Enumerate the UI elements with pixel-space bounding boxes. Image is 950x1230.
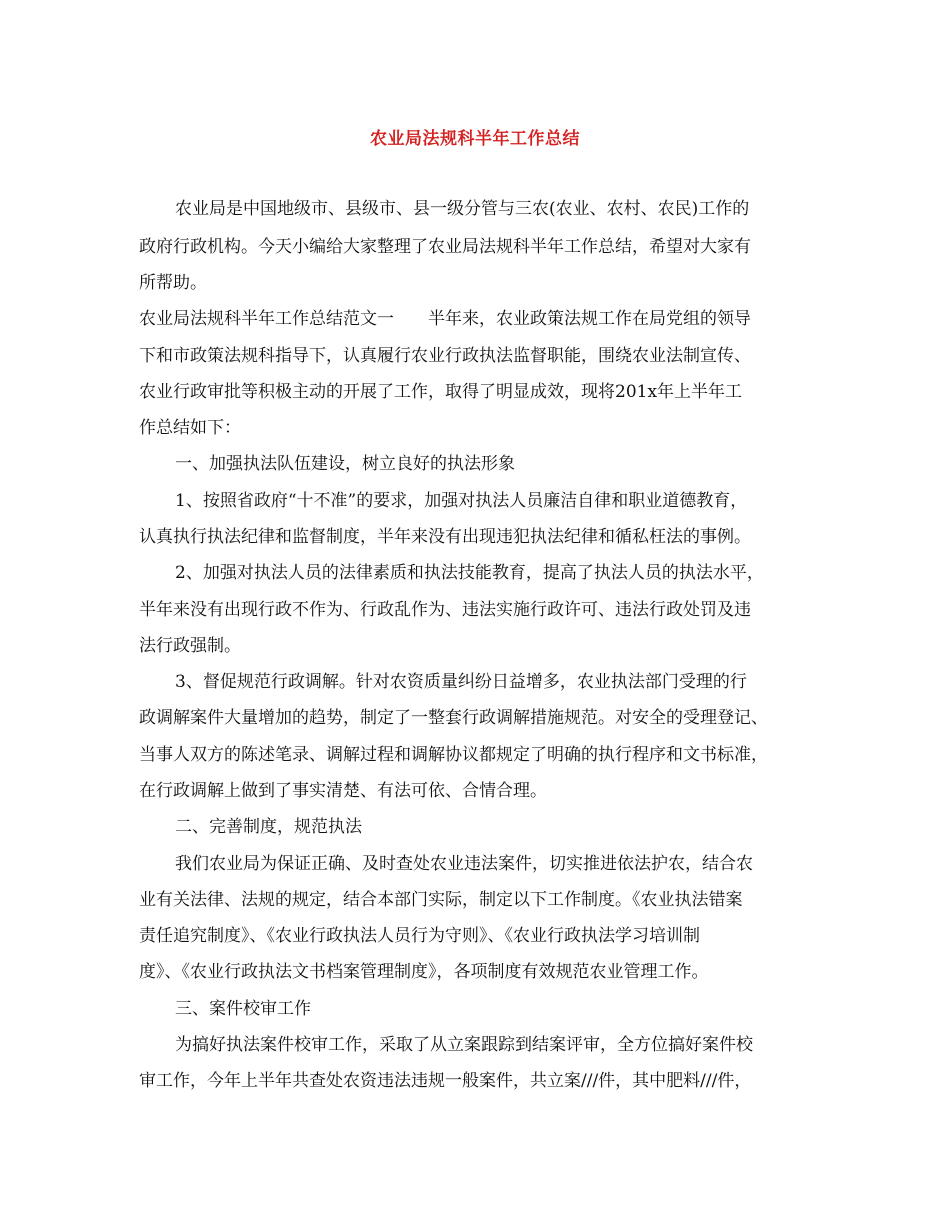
text-line: 1、按照省政府“十不准”的要求，加强对执法人员廉洁自律和职业道德教育， [175, 491, 748, 511]
text-line: 下和市政策法规科指导下，认真履行农业行政执法监督职能，围绕农业法制宣传、 [139, 346, 751, 366]
text-line: 为搞好执法案件校审工作，采取了从立案跟踪到结案评审，全方位搞好案件校 [175, 1035, 753, 1055]
section-heading: 三、案件校审工作 [175, 999, 311, 1019]
text-line: 政府行政机构。今天小编给大家整理了农业局法规科半年工作总结，希望对大家有 [139, 237, 751, 257]
text-line: 业有关法律、法规的规定，结合本部门实际，制定以下工作制度。《农业执法错案 [139, 890, 743, 910]
text-line: 法行政强制。 [139, 636, 241, 656]
text-line: 2、加强对执法人员的法律素质和执法技能教育，提高了执法人员的执法水平， [175, 563, 764, 583]
text-line: 作总结如下： [139, 418, 241, 438]
text-line: 农业局法规科半年工作总结范文一 半年来，农业政策法规工作在局党组的领导 [139, 309, 751, 329]
text-line: 在行政调解上做到了事实清楚、有法可依、合情合理。 [139, 781, 547, 801]
section-heading: 二、完善制度，规范执法 [175, 817, 362, 837]
text-line: 农业局是中国地级市、县级市、县一级分管与三农(农业、农村、农民)工作的 [175, 199, 750, 219]
text-line: 审工作，今年上半年共查处农资违法违规一般案件，共立案///件，其中肥料///件， [139, 1071, 752, 1091]
text-line: 认真执行执法纪律和监督制度，半年来没有出现违犯执法纪律和循私枉法的事例。 [139, 527, 751, 547]
text-line: 半年来没有出现行政不作为、行政乱作为、违法实施行政许可、违法行政处罚及违 [139, 600, 751, 620]
text-line: 政调解案件大量增加的趋势，制定了一整套行政调解措施规范。对安全的受理登记、 [139, 708, 768, 728]
text-line: 所帮助。 [139, 273, 207, 293]
section-heading: 一、加强执法队伍建设，树立良好的执法形象 [175, 454, 515, 474]
document-title: 农业局法规科半年工作总结 [370, 129, 580, 149]
text-line: 度》、《农业行政执法文书档案管理制度》，各项制度有效规范农业管理工作。 [139, 962, 709, 982]
text-line: 3、督促规范行政调解。针对农资质量纠纷日益增多，农业执法部门受理的行 [175, 672, 747, 692]
text-line: 责任追究制度》、《农业行政执法人员行为守则》、《农业行政执法学习培训制 [139, 926, 700, 946]
text-line: 当事人双方的陈述笔录、调解过程和调解协议都规定了明确的执行程序和文书标准， [139, 745, 768, 765]
text-line: 我们农业局为保证正确、及时查处农业违法案件，切实推进依法护农，结合农 [175, 854, 753, 874]
text-line: 农业行政审批等积极主动的开展了工作，取得了明显成效，现将201x年上半年工 [139, 382, 743, 402]
